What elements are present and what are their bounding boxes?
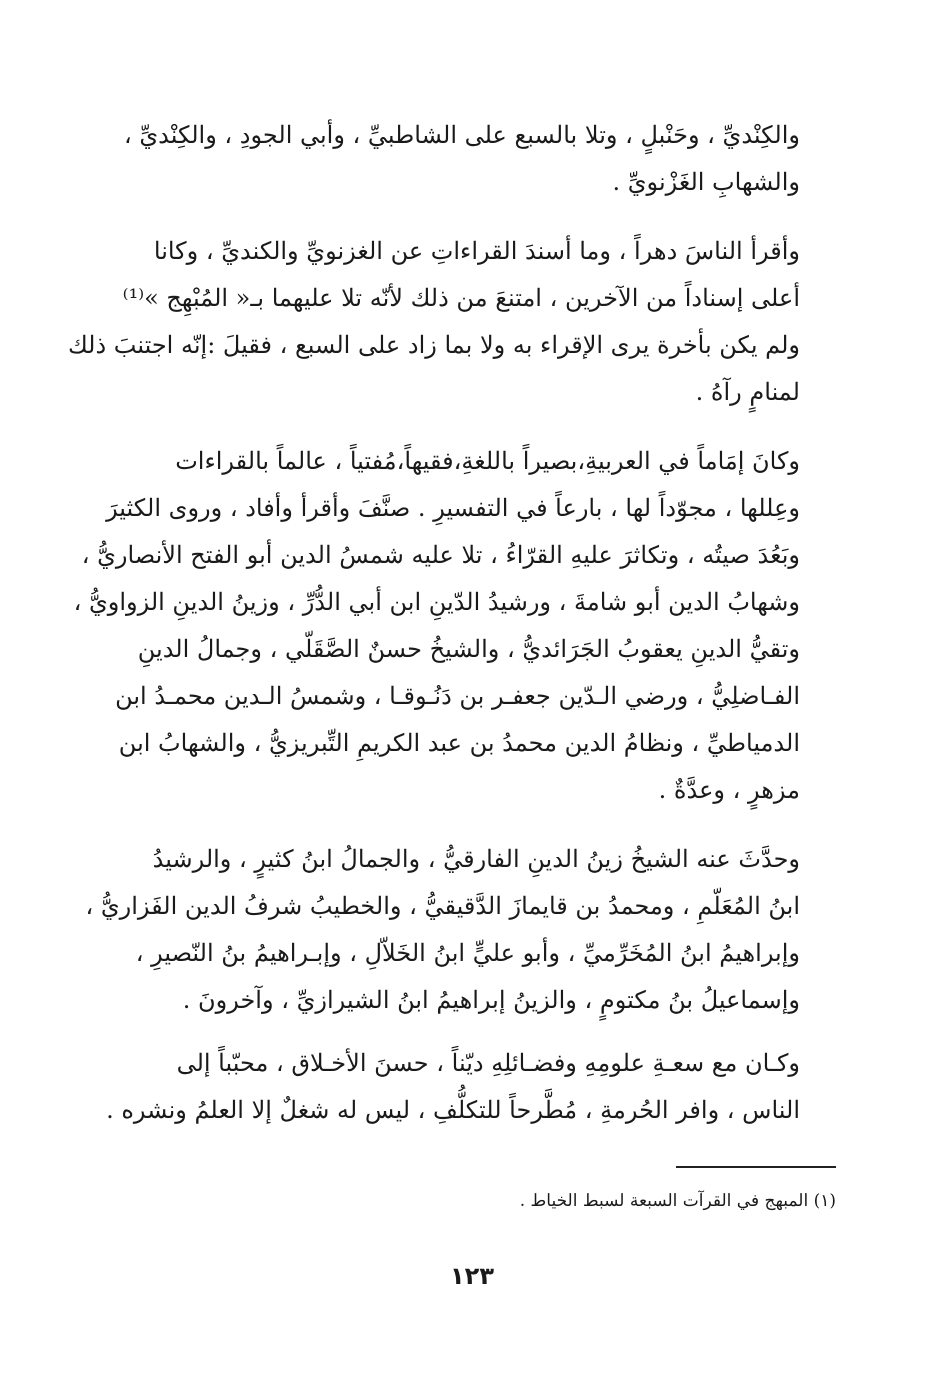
footnote-divider <box>676 1166 836 1168</box>
text-line: وحدَّثَ عنه الشيخُ زينُ الدينِ الفارقيُّ ، والجمالُ ابنُ كثيرٍ ، والرشيدُ <box>152 845 800 873</box>
text-line: ابنُ المُعَلّمِ ، ومحمدُ بن قايمازَ الدَّقيقيُّ ، والخطيبُ شرفُ الدين الفَزاريُّ ، <box>85 892 800 920</box>
paragraph-2 <box>67 228 836 416</box>
footnote: (١) المبهج في القرآت السبعة لسبط الخياط . <box>519 1191 836 1211</box>
text-line: وتقيُّ الدينِ يعقوبُ الجَرَائديُّ ، والشيخُ حسنٌ الصَّقَلّي ، وجمالُ الدينِ <box>137 635 800 663</box>
paragraph-3 <box>73 438 836 814</box>
text-line: الدمياطيِّ ، ونظامُ الدين محمدُ بن عبد الكريمِ التِّبريزيُّ ، والشهابُ ابن <box>118 729 800 757</box>
paragraph-1 <box>123 112 836 206</box>
paragraph-4 <box>85 836 836 1024</box>
text-line: وإبراهيمُ ابنُ المُخَرِّميِّ ، وأبو عليٍّ ابنُ الخَلاّلِ ، وإبـراهيمُ بنُ النّصيرِ ، <box>135 939 800 967</box>
text-line: ولم يكن بأخرة يرى الإقراء به ولا بما زاد على السبع ، فقيلَ :إنّه اجتنبَ ذلك <box>67 331 800 359</box>
text-line: وأقرأ الناسَ دهراً ، وما أسندَ القراءاتِ عن الغزنويِّ والكنديِّ ، وكانا <box>153 237 800 265</box>
text-line: وإسماعيلُ بنُ مكتومٍ ، والزينُ إبراهيمُ ابنُ الشيرازيِّ ، وآخرونَ . <box>182 986 800 1014</box>
text-line: لمنامٍ رآهُ . <box>695 378 800 406</box>
text-line: والكِنْديِّ ، وحَنْبلٍ ، وتلا بالسبع على الشاطبيِّ ، وأبي الجودِ ، والكِنْديِّ ، <box>123 121 800 149</box>
text-line: والشهابِ الغَزْنويِّ . <box>612 168 800 196</box>
main-text <box>67 112 836 1134</box>
page-number: ١٢٣ <box>450 1262 494 1290</box>
text-line: وبَعُدَ صيتُه ، وتكاثرَ عليهِ القرّاءُ ، تلا عليه شمسُ الدين أبو الفتح الأنصاريُّ ، <box>81 541 800 569</box>
text-line: الناس ، وافر الحُرمةِ ، مُطَّرحاً للتكلُّفِ ، ليس له شغلٌ إلا العلمُ ونشره . <box>106 1096 800 1124</box>
text-line: الفـاضلِيُّ ، ورضي الـدّين جعفـر بن دَنُـوقـا ، وشمسُ الـدين محمـدُ ابن <box>115 682 800 710</box>
text-line: وعِللها ، مجوّداً لها ، بارعاً في التفسيرِ . صنَّفَ وأقرأ وأفاد ، وروى الكثيرَ <box>106 494 800 522</box>
text-line: وكـان مع سعـةِ علومِهِ وفضـائلِهِ ديّناً ، حسنَ الأخـلاق ، محبّباً إلى <box>176 1049 800 1077</box>
text-line: وكانَ إمَاماً في العربيةِ،بصيراً باللغةِ،فقيهاً،مُفتياً ، عالماً بالقراءات <box>175 447 800 475</box>
text-line: وشهابُ الدين أبو شامةَ ، ورشيدُ الدّينِ ابن أبي الدُّرِّ ، وزينُ الدينِ الزواويُّ ، <box>73 588 800 616</box>
text-line: أعلى إسناداً من الآخرين ، امتنعَ من ذلك لأنّه تلا عليهما بـ« المُبْهِج »⁽¹⁾ <box>122 284 800 312</box>
paragraph-5 <box>106 1040 836 1134</box>
text-line: مزهرٍ ، وعدَّةٌ . <box>658 776 800 804</box>
